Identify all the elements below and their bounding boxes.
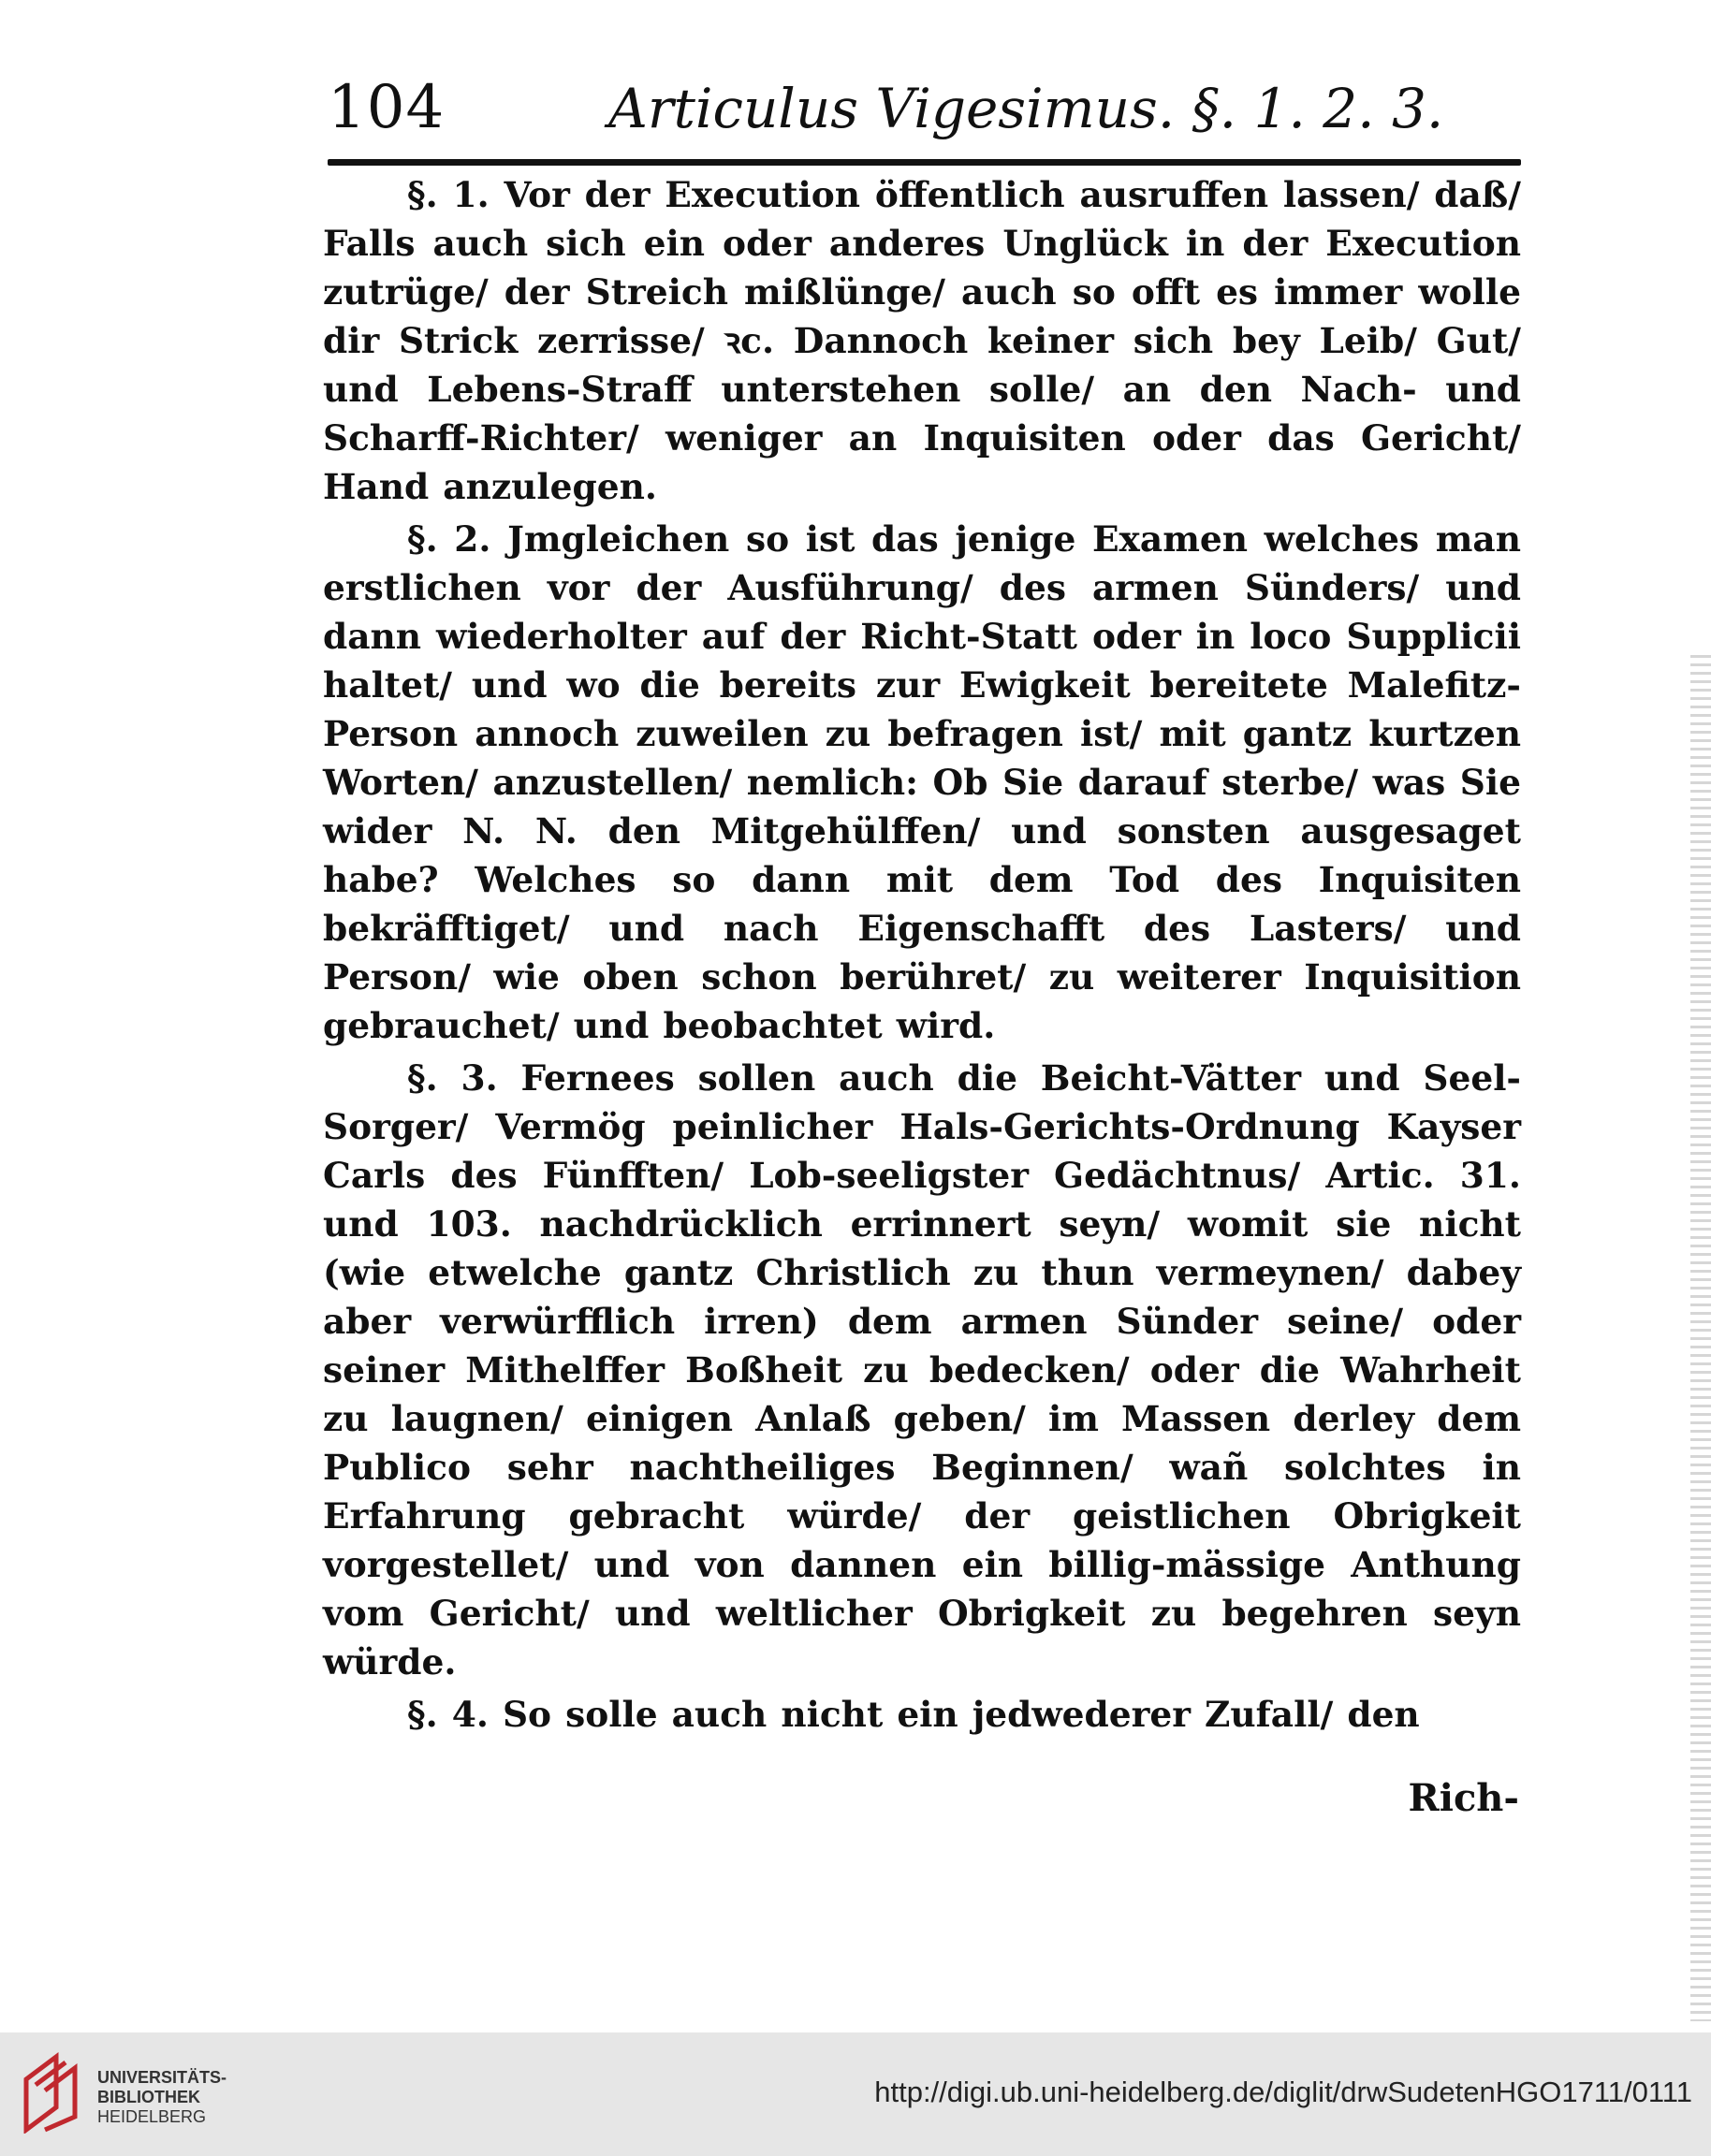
section-mark: §. 4. xyxy=(407,1694,489,1735)
page-header xyxy=(328,73,1535,157)
paragraph-text: Fernees sollen auch die Beicht-Vätter und Seel-Sorger/ Vermög peinlicher Hals-Gerichts-Ordnung Kayser Carls des Fünfften/ Lob-seeligster Gedächtnus/ Artic. 31. und 103. nachdrücklich errinnert seyn/ womit sie nicht (wie etwelche gantz Christlich zu thun vermeynen/ dabey aber verwürfflich irren) dem armen Sünder seine/ oder seiner Mithelffer Boßheit zu bedecken/ oder die Wahrheit zu laugnen/ einigen Anlaß geben/ im Massen derley dem Publico sehr nachtheiliges Beginnen/ wañ solchtes in Erfahrung gebracht würde/ der geistlichen Obrigkeit vorgestellet/ und von dannen ein billig-mässige Anthung vom Gericht/ und weltlicher Obrigkeit zu begehren seyn würde. xyxy=(323,1057,1522,1683)
section-mark: §. 1. xyxy=(407,174,490,215)
paragraph-4 xyxy=(323,1690,1521,1739)
library-logo-icon xyxy=(19,2051,79,2134)
paragraph-text: Jmgleichen so ist das jenige Examen welches man erstlichen vor der Ausführung/ des armen Sünders/ und dann wiederholter auf der Richt-Statt oder in loco Supplicii haltet/ und wo die bereits zur Ewigkeit bereitete Malefitz-Person annoch zuweilen zu befragen ist/ mit gantz kurtzen Worten/ anzustellen/ nemlich: Ob Sie darauf sterbe/ was Sie wider N. N. den Mitgehülffen/ und sonsten ausgesaget habe? Welches so dann mit dem Tod des Inquisiten bekräfftiget/ und nach Eigenschafft des Lasters/ und Person/ wie oben schon berühret/ zu weiterer Inquisition gebrauchet/ und beobachtet wird. xyxy=(323,518,1521,1046)
logo-line-3: HEIDELBERG xyxy=(97,2107,207,2126)
logo-line-2: BIBLIOTHEK xyxy=(97,2088,200,2106)
header-rule xyxy=(328,159,1521,166)
page-body xyxy=(323,170,1521,1742)
library-name xyxy=(97,2068,227,2127)
footer-bar xyxy=(0,2032,1711,2156)
paragraph-3 xyxy=(323,1054,1521,1686)
source-url-link[interactable]: http://digi.ub.uni-heidelberg.de/diglit/drwSudetenHGO1711/0111 xyxy=(874,2076,1692,2108)
section-mark: §. 3. xyxy=(407,1057,498,1099)
running-head: Articulus Vigesimus. §. 1. 2. 3. xyxy=(608,77,1444,140)
paragraph-text: Vor der Execution öffentlich ausruffen lassen/ daß/ Falls auch sich ein oder anderes Unglück in der Execution zutrüge/ der Streich mißlünge/ auch so offt es immer wolle dir Strick zerrisse/ ꝛc. Dannoch keiner sich bey Leib/ Gut/ und Lebens-Straff unterstehen solle/ an den Nach- und Scharff-Richter/ weniger an Inquisiten oder das Gericht/ Hand anzulegen. xyxy=(323,174,1521,507)
scan-edge xyxy=(1690,655,1711,2021)
paragraph-text: So solle auch nicht ein jedwederer Zufall/ den xyxy=(502,1694,1420,1735)
catchword: Rich- xyxy=(1408,1776,1519,1820)
paragraph-1 xyxy=(323,170,1521,511)
section-mark: §. 2. xyxy=(407,518,491,560)
page-number: 104 xyxy=(328,73,446,142)
logo-line-1: UNIVERSITÄTS- xyxy=(97,2068,227,2087)
paragraph-2 xyxy=(323,515,1521,1050)
